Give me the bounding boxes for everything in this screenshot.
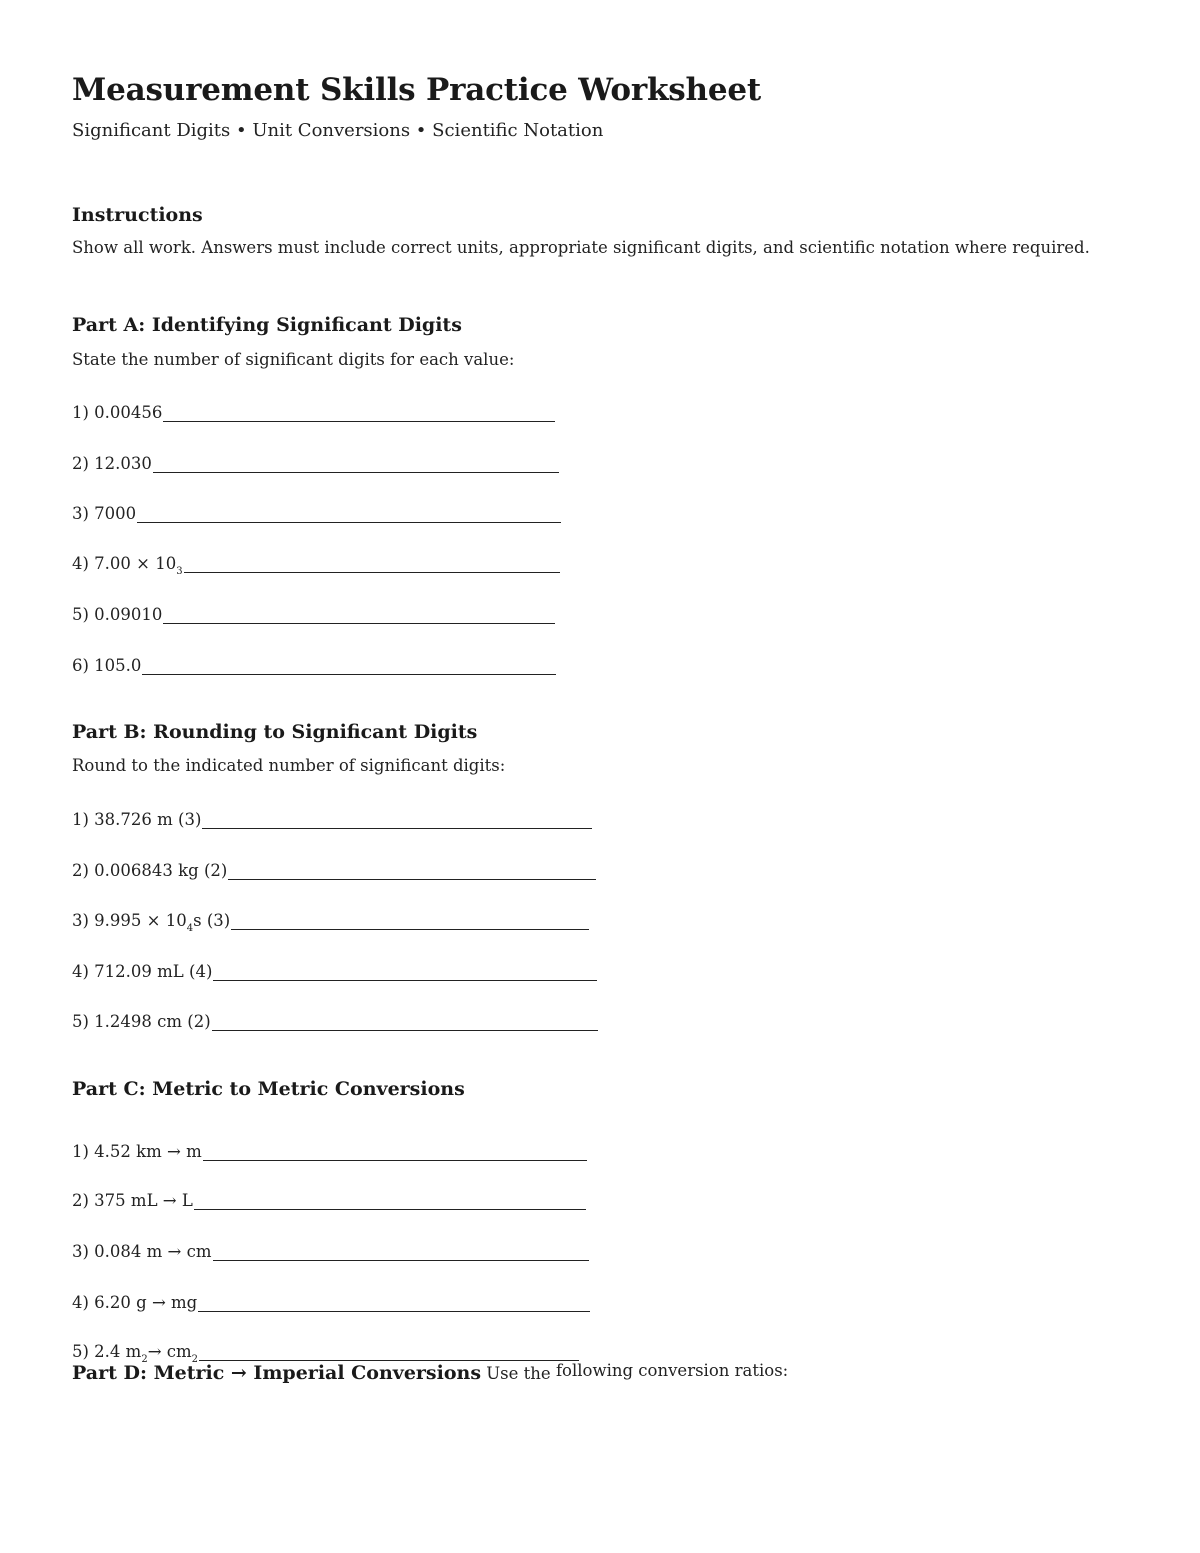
part-d-line	[72, 1362, 788, 1384]
part-a-question-2	[72, 449, 559, 473]
answer-blank[interactable]	[202, 810, 592, 829]
answer-blank[interactable]	[213, 1242, 589, 1261]
part-a-question-6	[72, 651, 556, 675]
answer-blank[interactable]	[163, 605, 555, 624]
answer-blank[interactable]	[213, 962, 597, 981]
part-d-heading: Part D: Metric → Imperial Conversions	[72, 1362, 482, 1384]
question-label: 4) 7.00 × 10	[72, 554, 177, 573]
question-label-suffix: → cm	[147, 1342, 192, 1361]
answer-blank[interactable]	[163, 403, 555, 422]
part-b-question-4	[72, 957, 597, 981]
answer-blank[interactable]	[199, 1342, 579, 1361]
answer-blank[interactable]	[194, 1191, 586, 1210]
part-d-text-a: Use the	[481, 1364, 556, 1383]
question-label-suffix: s (3)	[193, 911, 231, 930]
question-label: 3) 0.084 m → cm	[72, 1242, 212, 1261]
instructions-heading: Instructions	[72, 204, 203, 226]
part-b-prompt: Round to the indicated number of significant digits:	[72, 756, 506, 775]
question-label: 3) 7000	[72, 504, 137, 523]
part-a-prompt: State the number of significant digits for each value:	[72, 350, 515, 369]
question-label: 4) 6.20 g → mg	[72, 1293, 198, 1312]
question-label: 3) 9.995 × 10	[72, 911, 187, 930]
page-title: Measurement Skills Practice Worksheet	[72, 72, 762, 108]
part-a-question-5	[72, 600, 555, 624]
answer-blank[interactable]	[153, 454, 559, 473]
question-label: 1) 38.726 m (3)	[72, 810, 202, 829]
question-label: 5) 0.09010	[72, 605, 163, 624]
part-b-heading: Part B: Rounding to Significant Digits	[72, 721, 478, 743]
part-c-question-2	[72, 1186, 586, 1210]
question-label: 2) 375 mL → L	[72, 1191, 193, 1210]
part-b-question-1	[72, 805, 592, 829]
part-c-heading: Part C: Metric to Metric Conversions	[72, 1078, 465, 1100]
instructions-text: Show all work. Answers must include correct units, appropriate significant digits, and scientific notation where required.	[72, 238, 1090, 257]
part-a-heading: Part A: Identifying Significant Digits	[72, 314, 462, 336]
question-label: 1) 0.00456	[72, 403, 163, 422]
question-label: 2) 12.030	[72, 454, 152, 473]
answer-blank[interactable]	[231, 911, 589, 930]
part-c-question-4	[72, 1288, 590, 1312]
question-label: 5) 2.4 m	[72, 1342, 142, 1361]
part-b-question-2	[72, 856, 596, 880]
question-label: 2) 0.006843 kg (2)	[72, 861, 228, 880]
part-a-question-4: 4) 7.00 × 10 $^3$	[72, 549, 560, 573]
question-label: 1) 4.52 km → m	[72, 1142, 202, 1161]
answer-blank[interactable]	[212, 1012, 598, 1031]
part-d-text-b: following conversion ratios:	[555, 1361, 789, 1380]
part-a-question-1	[72, 398, 555, 422]
answer-blank[interactable]	[184, 554, 560, 573]
part-a-question-3	[72, 499, 561, 523]
question-label: 6) 105.0	[72, 656, 142, 675]
part-c-question-1	[72, 1137, 587, 1161]
part-c-question-5: 5) 2.4 m $^2$ → cm $^2$	[72, 1337, 579, 1361]
answer-blank[interactable]	[203, 1142, 587, 1161]
answer-blank[interactable]	[142, 656, 556, 675]
answer-blank[interactable]	[198, 1293, 590, 1312]
answer-blank[interactable]	[137, 504, 561, 523]
part-c-question-3	[72, 1237, 589, 1261]
question-label: 4) 712.09 mL (4)	[72, 962, 213, 981]
page-subtitle: Significant Digits • Unit Conversions • Scientific Notation	[72, 120, 604, 141]
part-b-question-3: 3) 9.995 × 10 $^4$ s (3)	[72, 906, 589, 930]
question-label: 5) 1.2498 cm (2)	[72, 1012, 211, 1031]
answer-blank[interactable]	[228, 861, 596, 880]
part-b-question-5	[72, 1007, 598, 1031]
